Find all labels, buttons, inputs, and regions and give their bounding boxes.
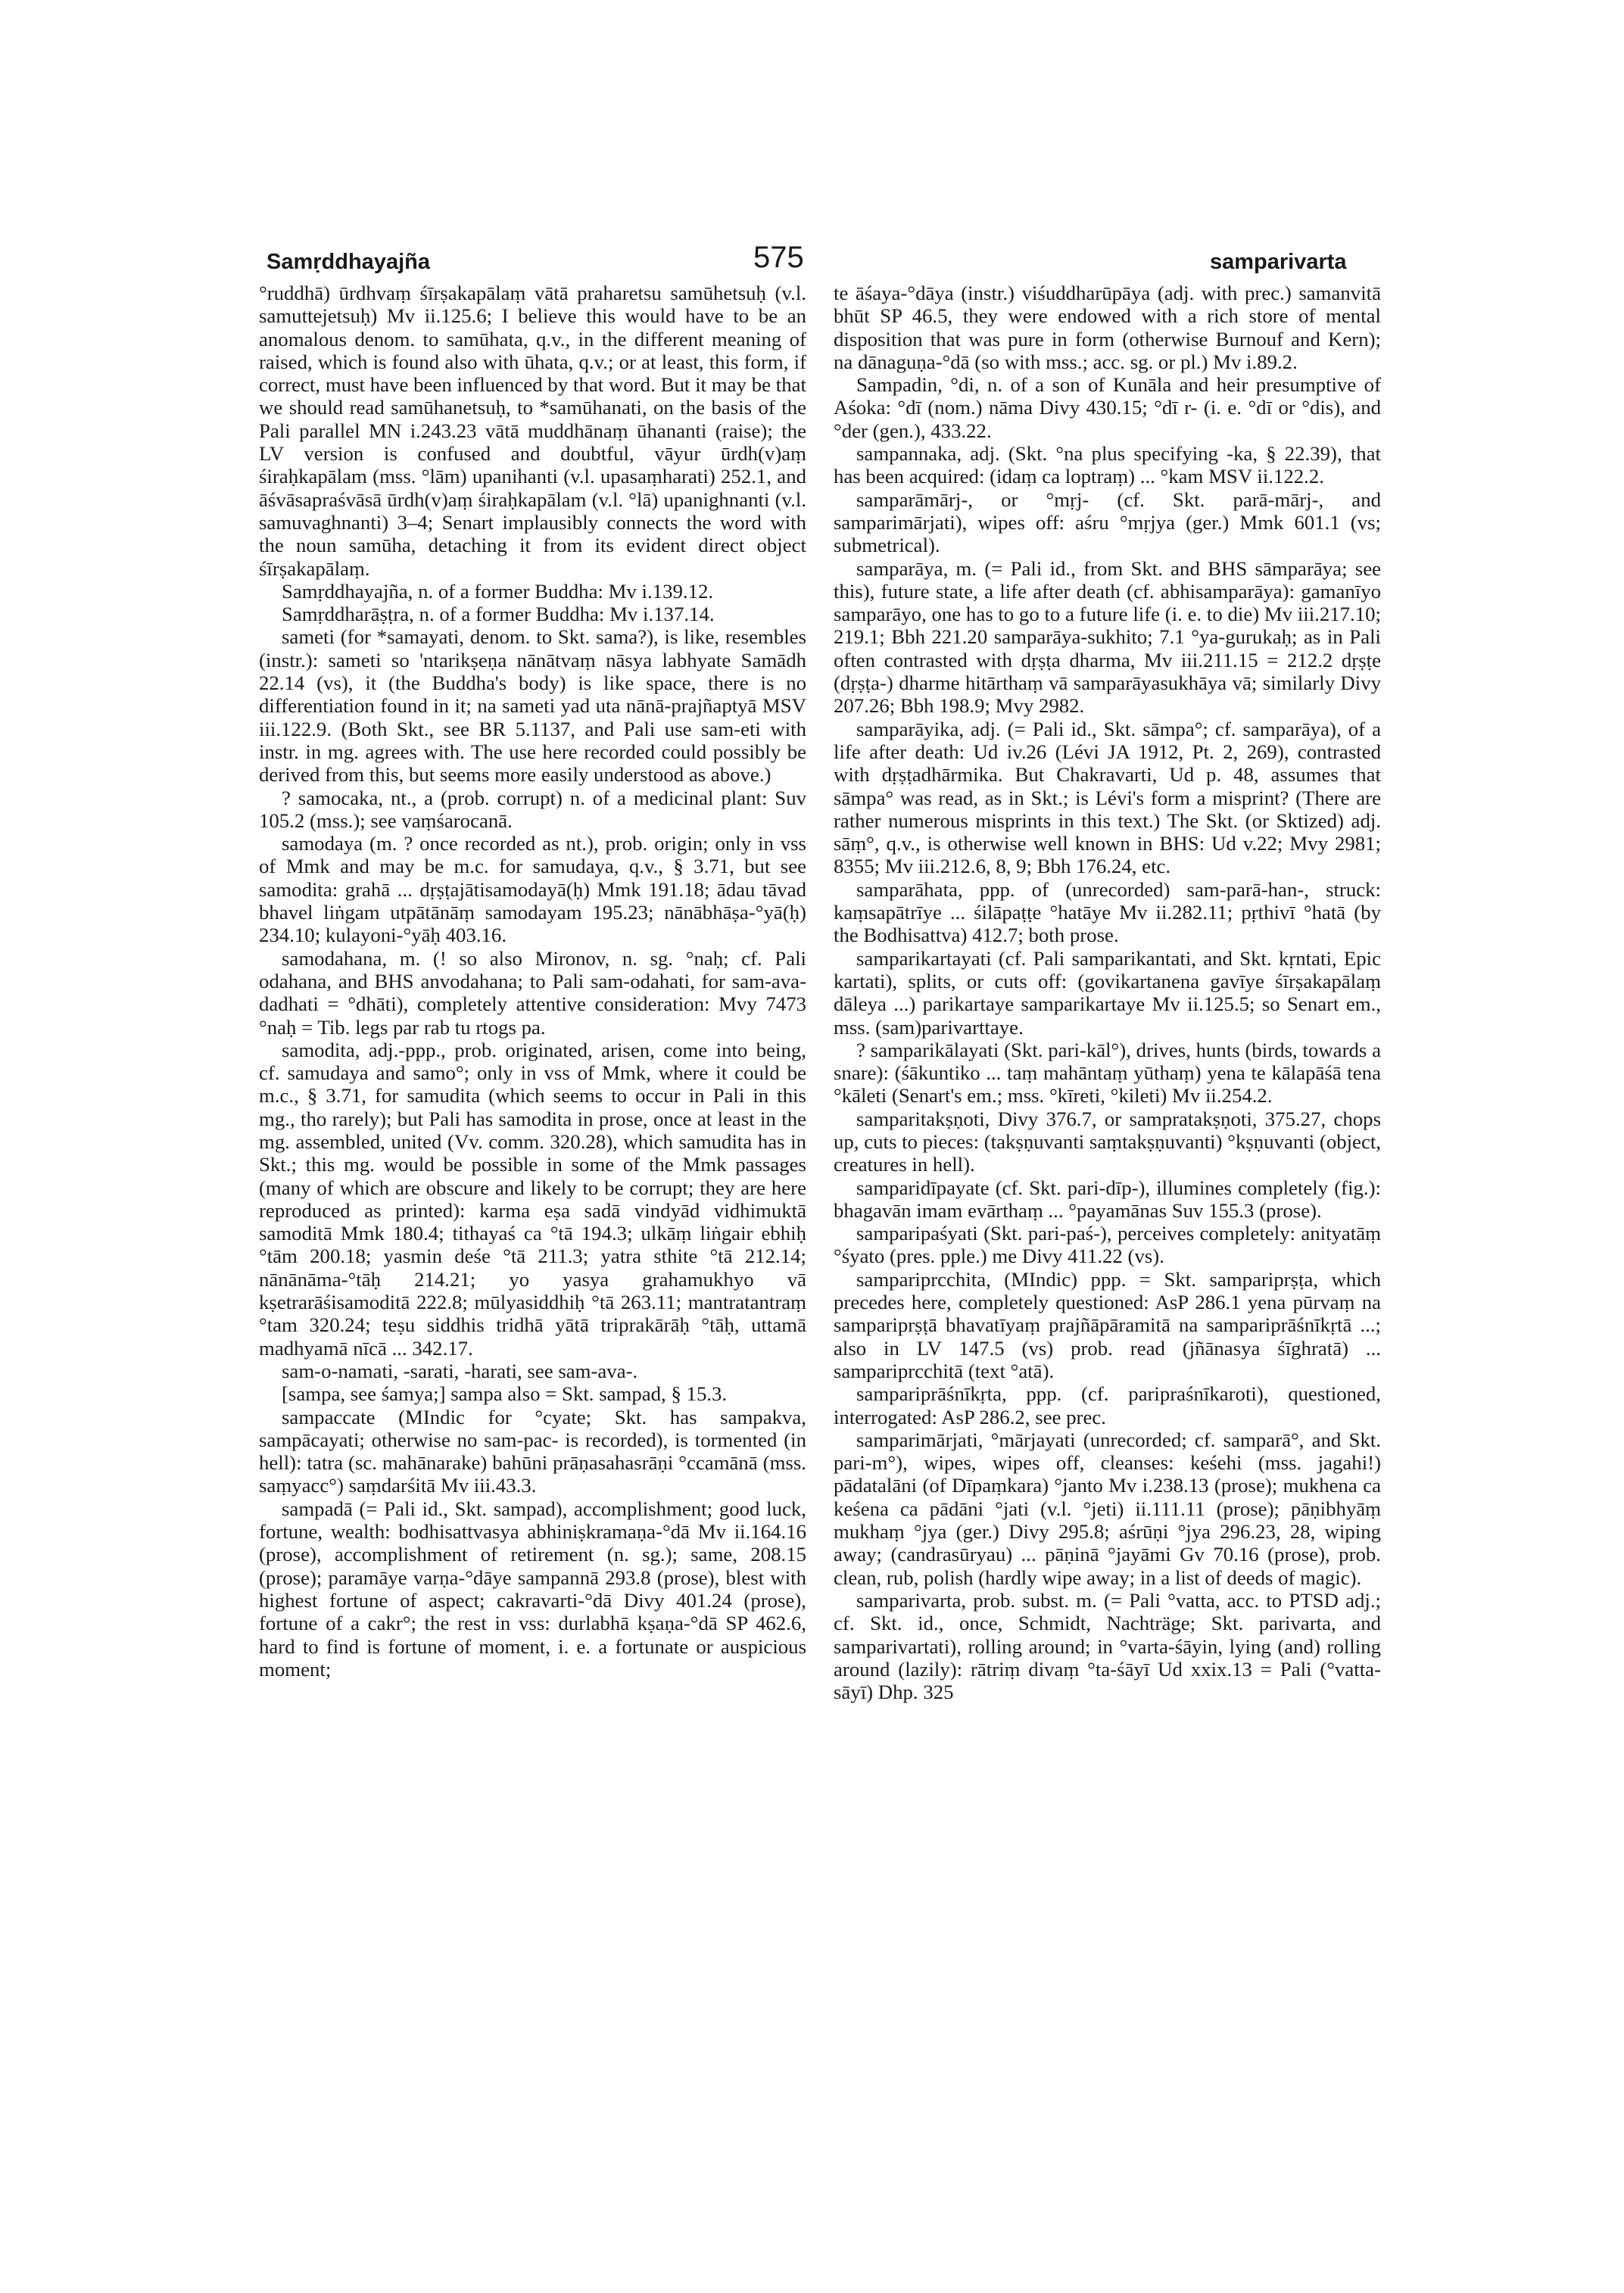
entry: samparivarta, prob. subst. m. (= Pali °vatta, acc. to PTSD adj.; cf. Skt. id., once, Schmidt, Nachträge; Skt. parivarta, and samparivartati), rolling around; in °varta-śāyin, lying (and) rolling around (lazily): rātriṃ divaṃ °ta-śāyī Ud xxix.13 = Pali (°vatta-sāyī) Dhp. 325 xyxy=(834,1588,1381,1704)
entry: sampaccate (MIndic for °cyate; Skt. has sampakva, sampācayati; otherwise no sam-pac- is recorded), is tormented (in hell): tatra (sc. mahānarake) bahūni prāṇasahasrāṇi °ccamānā (mss. saṃyacc°) saṃdarśitā Mv iii.43.3. xyxy=(259,1405,806,1497)
entry: ? samparikālayati (Skt. pari-kāl°), drives, hunts (birds, towards a snare): (śākuntiko ... taṃ mahāntaṃ yūthaṃ) yena te kālapāśā tena °kāleti (Senart's em.; mss. °kīreti, °kileti) Mv ii.254.2. xyxy=(834,1038,1381,1108)
running-head-left: Samṛddhayajña xyxy=(267,250,430,274)
entry: sampadā (= Pali id., Skt. sampad), accomplishment; good luck, fortune, wealth: bodhisattvasya abhiniṣkramaṇa-°dā Mv ii.164.16 (prose), accomplishment of retirement (n. sg.); same, 208.15 (prose); paramāye varṇa-°dāye sampannā 293.8 (prose), blest with highest fortune of aspect; cakravarti-°dā Divy 401.24 (prose), fortune of a cakr°; the rest in vss: durlabhā kṣaṇa-°dā SP 462.6, hard to find is fortune of moment, i. e. a fortunate or auspicious moment; xyxy=(259,1497,806,1681)
page-number: 575 xyxy=(753,241,804,274)
entry: sameti (for *samayati, denom. to Skt. sama?), is like, resembles (instr.): sameti so 'ntarikṣeṇa nānātvaṃ nāsya labhyate Samādh 22.14 (vs), it (the Buddha's body) is like space, there is no differentiation found in it; na sameti yad uta nānā-prajñaptyā MSV iii.122.9. (Both Skt., see BR 5.1137, and Pali use sam-eti with instr. in mg. agrees with. The use here recorded could possibly be derived from this, but seems more easily understood as above.) xyxy=(259,625,806,787)
entry: ? samocaka, nt., a (prob. corrupt) n. of a medicinal plant: Suv 105.2 (mss.); see vaṃśarocanā. xyxy=(259,786,806,832)
entry: samodita, adj.-ppp., prob. originated, arisen, come into being, cf. samudaya and samo°; only in vss of Mmk, where it could be m.c., § 3.71, for samudita (which seems to occur in Pali in this mg., tho rarely); but Pali has samodita in prose, once at least in the mg. assembled, united (Vv. comm. 320.28), which samudita has in Skt.; this mg. would be possible in some of the Mmk passages (many of which are obscure and likely to be corrupt; they are here reproduced as printed): karma eṣa sadā vindyād vidhimuktā samoditā Mmk 180.4; tithayaś ca °tā 194.3; ulkāṃ liṅgair ebhiḥ °tām 200.18; yasmin deśe °tā 211.3; yatra sthite °tā 212.14; nānānāma-°tāḥ 214.21; yo yasya grahamukhyo vā kṣetrarāśisamoditā 222.8; mūlyasiddhiḥ °tā 263.11; mantratantraṃ °tam 320.24; teṣu siddhis tridhā yātā triprakārāḥ °tāḥ, uttamā madhyamā nīcā ... 342.17. xyxy=(259,1038,806,1360)
entry: samparipaśyati (Skt. pari-paś-), perceives completely: anityatāṃ °śyato (pres. pple.) me Divy 411.22 (vs). xyxy=(834,1222,1381,1268)
entry: samparimārjati, °mārjayati (unrecorded; cf. samparā°, and Skt. pari-m°), wipes, wipes off, cleanses: keśehi (mss. jagahi!) pādatalāni (of Dīpaṃkara) °janto Mv i.238.13 (prose); mukhena ca keśena ca pādāni °jati (v.l. °jeti) ii.111.11 (prose); pāṇibhyāṃ mukhaṃ °jya (ger.) Divy 295.8; aśrūṇi °jya 296.23, 28, wiping away; (candrasūryau) ... pāṇinā °jayāmi Gv 70.16 (prose), prob. clean, rub, polish (hardly wipe away; in a list of deeds of magic). xyxy=(834,1428,1381,1589)
entry: samparāhata, ppp. of (unrecorded) sam-parā-han-, struck: kaṃsapātrīye ... śilāpaṭṭe °hatāye Mv ii.282.11; pṛthivī °hatā (by the Bodhisattva) 412.7; both prose. xyxy=(834,877,1381,947)
entry: samparitakṣṇoti, Divy 376.7, or sampratakṣṇoti, 375.27, chops up, cuts to pieces: (takṣṇuvanti saṃtakṣṇuvanti) °kṣṇuvanti (object, creatures in hell). xyxy=(834,1107,1381,1176)
entry: sampariprcchita, (MIndic) ppp. = Skt. sampariprṣṭa, which precedes here, completely questioned: AsP 286.1 yena pūrvaṃ na sampariprṣṭā bhavatīyaṃ prajñāpāramitā na sampariprāśnīkṛtā ...; also in LV 147.5 (vs) prob. read (jñānasya śīghratā) ... sampariprcchitā (text °atā). xyxy=(834,1267,1381,1382)
entry: samparikartayati (cf. Pali samparikantati, and Skt. kṛntati, Epic kartati), splits, or cuts off: (govikartanena gavīye śīrṣakapālaṃ dāleya ...) parikartaye samparikartaye Mv ii.125.5; so Senart em., mss. (sam)parivarttaye. xyxy=(834,946,1381,1039)
entry: sampariprāśnīkṛta, ppp. (cf. paripraśnīkaroti), questioned, interrogated: AsP 286.2, see prec. xyxy=(834,1382,1381,1428)
entry: [sampa, see śamya;] sampa also = Skt. sampad, § 15.3. xyxy=(282,1382,728,1406)
entry: te āśaya-°dāya (instr.) viśuddharūpāya (adj. with prec.) samanvitā bhūt SP 46.5, they were endowed with a rich store of mental disposition that was pure in form (otherwise Burnouf and Kern); na dānaguṇa-°dā (so with mss.; acc. sg. or pl.) Mv i.89.2. xyxy=(834,282,1381,373)
entry: samparāmārj-, or °mṛj- (cf. Skt. parā-mārj-, and samparimārjati), wipes off: aśru °mṛjya (ger.) Mmk 601.1 (vs; submetrical). xyxy=(834,488,1381,557)
entry: Samṛddhayajña, n. of a former Buddha: Mv i.139.12. xyxy=(282,579,714,603)
entry: samparāyika, adj. (= Pali id., Skt. sāmpa°; cf. samparāya), of a life after death: Ud iv.26 (Lévi JA 1912, Pt. 2, 269), contrasted with dṛṣṭadhārmika. But Chakravarti, Ud p. 48, assumes that sāmpa° was read, as in Skt.; is Lévi's form a misprint? (There are rather numerous misprints in this text.) The Skt. (or Sktized) adj. sāṃ°, q.v., is otherwise well known in BHS: Ud v.22; Mvy 2981; 8355; Mv iii.212.6, 8, 9; Bbh 176.24, etc. xyxy=(834,717,1381,878)
right-column xyxy=(834,282,1381,1703)
entry: sam-o-namati, -sarati, -harati, see sam-ava-. xyxy=(282,1359,638,1382)
entry: Samṛddharāṣṭra, n. of a former Buddha: Mv i.137.14. xyxy=(282,603,715,626)
entry: °ruddhā) ūrdhvaṃ śīrṣakapālaṃ vātā praharetsu samūhetsuḥ (v.l. samuttejetsuḥ) Mv ii.125.6; I believe this would have to be an anomalous denom. to samūhata, q.v., in the different meaning of raised, which is found also with ūhata, q.v.; or at least, this form, if correct, must have been influenced by that word. But it may be that we should read samūhanetsuḥ, to *samūhanati, on the basis of the Pali parallel MN i.243.23 vātā muddhānaṃ ūhananti (raise); the LV version is confused and doubtful, vāyur ūrdh(v)aṃ śiraḥkapālam (mss. °lām) upanihanti (v.l. upasaṃharati) 252.1, and āśvāsapraśvāsā ūrdh(v)aṃ śiraḥkapālam (v.l. °lā) upanighnanti (v.l. samuvaghnanti) 3–4; Senart implausibly connects the word with the noun samūha, detaching it from its evident direct object śīrṣakapālaṃ. xyxy=(259,282,806,580)
running-head-right: samparivarta xyxy=(1210,250,1347,274)
entry: samodaya (m. ? once recorded as nt.), prob. origin; only in vss of Mmk and may be m.c. for samudaya, q.v., § 3.71, but see samodita: grahā ... dṛṣṭajātisamodayā(ḥ) Mmk 191.18; ādau tāvad bhavel liṅgam utpātānāṃ samodayam 195.23; nānābhāṣa-°yā(ḥ) 234.10; kulayoni-°yāḥ 403.16. xyxy=(259,832,806,947)
entry: samodahana, m. (! so also Mironov, n. sg. °naḥ; cf. Pali odahana, and BHS anvodahana; to Pali sam-odahati, for sam-ava-dadhati = °dhāti), completely attentive consideration: Mvy 7473 °naḥ = Tib. legs par rab tu rtogs pa. xyxy=(259,946,806,1039)
entry: Sampadin, °di, n. of a son of Kunāla and heir presumptive of Aśoka: °dī (nom.) nāma Divy 430.15; °dī r- (i. e. °dī or °dis), and °der (gen.), 433.22. xyxy=(834,373,1381,442)
left-column xyxy=(259,282,806,1681)
entry: sampannaka, adj. (Skt. °na plus specifying -ka, § 22.39), that has been acquired: (idaṃ ca loptraṃ) ... °kam MSV ii.122.2. xyxy=(834,442,1381,488)
entry: samparidīpayate (cf. Skt. pari-dīp-), illumines completely (fig.): bhagavān imam evārthaṃ ... °payamānas Suv 155.3 (prose). xyxy=(834,1176,1381,1222)
entry: samparāya, m. (= Pali id., from Skt. and BHS sāmparāya; see this), future state, a life after death (cf. abhisamparāya): gamanīyo samparāyo, one has to go to a future life (i. e. to die) Mv iii.217.10; 219.1; Bbh 221.20 samparāya-sukhito; 7.1 °ya-gurukaḥ; as in Pali often contrasted with dṛṣṭa dharma, Mv iii.211.15 = 212.2 dṛṣṭe (dṛṣṭa-) dharme hitārthaṃ vā samparāyasukhāya vā; similarly Divy 207.26; Bbh 198.9; Mvy 2982. xyxy=(834,556,1381,718)
